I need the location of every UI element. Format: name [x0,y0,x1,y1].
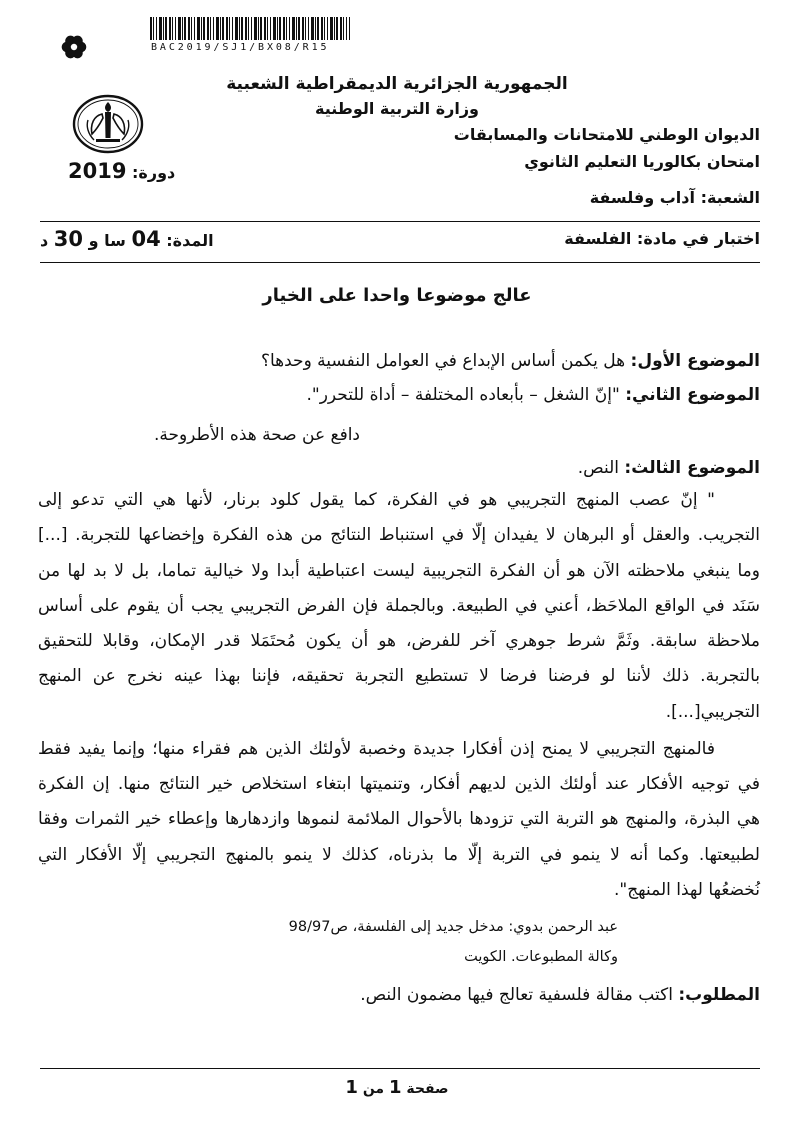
required-task [360,985,760,1006]
header-divider-top [40,221,760,222]
duration-joiner: و [88,231,99,250]
source-publisher: وكالة المطبوعات. الكويت [464,949,618,965]
topic-1-text: هل يكمن أساس الإبداع في العوامل النفسية وحدها؟ [260,351,626,371]
passage-line: في توجيه الأفكار عند أولئك الذين لديهم أفكار، وتنميتها ابتغاء استخلاص خير النتائج منها. إن الفكرة [38,774,760,794]
topic-3-text: النص. [577,458,619,478]
passage-line: وما ينبغي ملاحظته الآن هو أن الفكرة التجريبية ليست اعتباطية أبدا ولا خيالية تماما، بل لا بد لها من [38,561,760,581]
session-label: دورة: [132,163,176,182]
page-total: 1 [345,1077,358,1098]
passage-line: هي البذرة، والمنهج هو التربة التي تزودها بالأحوال الملائمة لنموها وازدهارها وإعطاء خير الثمرات وفقا [38,809,760,829]
passage-line: فالمنهج التجريبي لا يمنح إذن أفكارا جديدة وخصبة لأولئك الذين هم فقراء منها؛ وإنما يفيد فقط [38,739,715,759]
duration-minutes: 30 [53,227,84,251]
barcode [150,17,350,40]
subject [564,229,760,249]
flower-icon [60,33,88,61]
header-divider-bottom [40,262,760,263]
topic-2-text: "إنّ الشغل – بأبعاده المختلفة – أداة للتحرر". [306,385,620,405]
stream [590,188,760,208]
required-text: اكتب مقالة فلسفية تعالج فيها مضمون النص. [360,985,673,1005]
duration-hours: 04 [131,227,161,251]
session [68,158,175,184]
passage-line: لطبيعتها. وكما أنه لا ينمو في التربة إلّا ما بذرناه، كذلك لا ينمو بالمنهج التجريبي إلّا الأفكار التي [38,845,760,865]
passage-line: التجريبي[...]. [665,702,760,722]
stream-value: آداب وفلسفة [589,188,695,207]
passage-line: بالتجربة. ذلك لأننا لو فرضنا فرضا لا تستطيع التجربة تحقيقه، فإننا بهذا عينه نخرج عن المنهج [38,666,760,686]
flower-center [71,44,77,50]
exam-office: الديوان الوطني للامتحانات والمسابقات [453,125,760,144]
passage-line: التجريب. والعقل أو البرهان لا يفيدان إلّا في استنباط النتائج من هذه الفكرة وإخضاعها للتجربة. [...] [38,525,760,545]
emblem-base [96,139,120,142]
topic-3-label: الموضوع الثالث: [624,458,760,478]
duration-hours-unit: سا [104,231,126,250]
ministry-title: وزارة التربية الوطنية [314,99,479,118]
stream-label: الشعبة: [700,188,760,207]
topic-3 [578,458,760,479]
topic-2-task: دافع عن صحة هذه الأطروحة. [153,425,360,445]
topic-2-label: الموضوع الثاني: [625,385,760,405]
topic-1 [261,351,760,372]
source-citation: عبد الرحمن بدوي: مدخل جديد إلى الفلسفة، ص98/97 [288,919,618,935]
topic-2 [306,385,760,406]
page-number [0,1077,794,1100]
passage-line: " إنّ عصب المنهج التجريبي هو في الفكرة، كما يقول كلود برنار، لأنها هي التي تدعو إلى [38,490,715,510]
duration [40,226,214,252]
duration-label: المدة: [166,231,214,250]
subject-label: اختبار في مادة: [636,229,760,248]
session-year: 2019 [68,159,127,183]
exam-name: امتحان بكالوريا التعليم الثانوي [524,152,760,171]
page-word: صفحة [406,1081,449,1097]
page-current: 1 [388,1077,402,1098]
duration-minutes-unit: د [40,231,49,250]
general-instruction: عالج موضوعا واحدا على الخيار [262,285,532,306]
republic-title: الجمهورية الجزائرية الديمقراطية الشعبية [226,74,568,94]
page-of-word: من [362,1081,385,1097]
passage-line: نُخضعُها لهذا المنهج". [613,880,760,900]
topic-1-label: الموضوع الأول: [630,351,760,371]
required-label: المطلوب: [678,985,760,1005]
barcode-code: BAC2019/SJ1/BX08/R15 [151,42,330,53]
subject-value: الفلسفة [564,229,632,248]
passage-line: سَنَد في الواقع الملاحَظ، أعني في الطبيعة. وبالجملة فإن الفرض التجريبي يجب أن يقوم على أساس [38,596,760,616]
passage-line: ملاحظة سابقة. وثَمَّ شرط جوهري آخر للفرض، هو أن يكون مُحتَمَلا قدر الإمكان، وقابلا للتحقيق [38,631,760,651]
footer-divider [40,1068,760,1069]
